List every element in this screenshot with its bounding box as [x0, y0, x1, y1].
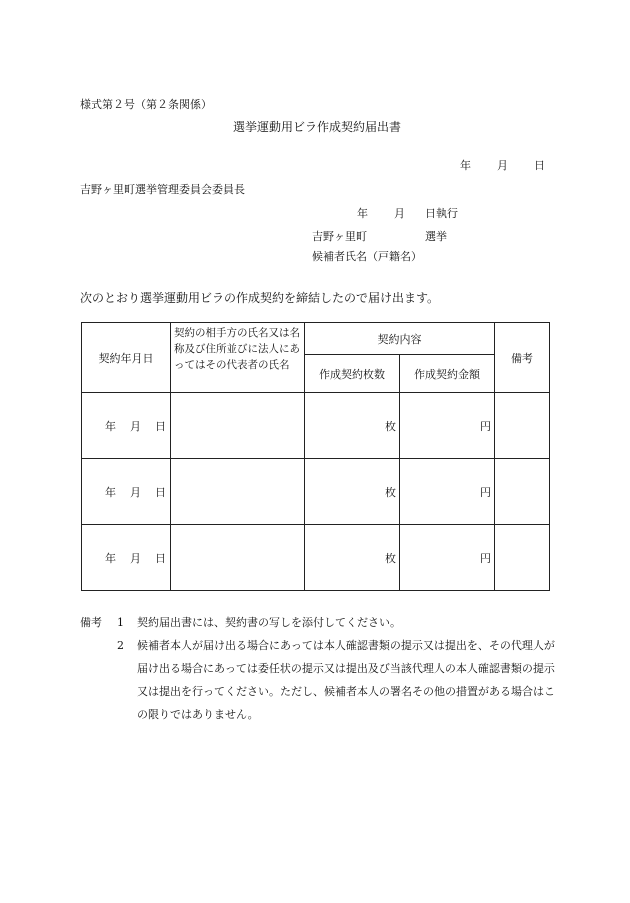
form-number: 様式第２号（第２条関係） — [80, 98, 212, 111]
declaration-text: 次のとおり選挙運動用ビラの作成契約を締結したので届け出ます。 — [80, 291, 440, 305]
row-count[interactable]: 枚 — [305, 393, 400, 459]
note-number: 1 — [117, 616, 124, 629]
row-count[interactable]: 枚 — [305, 459, 400, 525]
note-text: 契約届出書には、契約書の写しを添付してください。 — [137, 616, 401, 629]
row-year: 年 — [105, 551, 116, 565]
row-month: 月 — [130, 419, 141, 433]
candidate-name-label: 候補者氏名（戸籍名） — [312, 250, 422, 263]
row-date[interactable] — [82, 459, 171, 525]
row-amount[interactable]: 円 — [400, 459, 495, 525]
row-month: 月 — [130, 551, 141, 565]
header-contract-party: 契約の相手方の氏名又は名称及び住所並びに法人にあってはその代表者の氏名 — [171, 323, 305, 393]
row-party[interactable] — [171, 525, 305, 591]
row-date[interactable] — [82, 393, 171, 459]
row-remarks[interactable] — [495, 459, 550, 525]
contract-table — [81, 322, 550, 591]
row-day: 日 — [155, 419, 166, 433]
table-row — [82, 459, 550, 525]
header-remarks: 備考 — [495, 323, 550, 393]
table-row — [82, 393, 550, 459]
execution-month: 月 — [394, 207, 405, 220]
execution-day: 日執行 — [425, 207, 458, 220]
election-town: 吉野ヶ里町 — [312, 230, 367, 243]
note-number: 2 — [117, 639, 124, 652]
row-amount[interactable]: 円 — [400, 525, 495, 591]
row-month: 月 — [130, 485, 141, 499]
row-party[interactable] — [171, 459, 305, 525]
notes-section — [80, 611, 560, 726]
submission-day: 日 — [534, 159, 545, 172]
row-remarks[interactable] — [495, 525, 550, 591]
submission-year: 年 — [460, 159, 471, 172]
header-contract-amount: 作成契約金額 — [400, 355, 495, 393]
row-count[interactable]: 枚 — [305, 525, 400, 591]
note-text: 候補者本人が届け出る場合にあっては本人確認書類の提示又は提出を、その代理人が届け出る場合にあっては委任状の提示又は提出及び当該代理人の本人確認書類の提示又は提出を行ってください。ただし、候補者本人の署名その他の措置がある場合はこの限りではありません。 — [137, 639, 555, 721]
row-amount[interactable]: 円 — [400, 393, 495, 459]
election-label: 選挙 — [425, 230, 447, 243]
execution-date — [357, 205, 458, 221]
header-contract-content: 契約内容 — [305, 323, 495, 355]
submission-month: 月 — [497, 159, 508, 172]
execution-year: 年 — [357, 207, 368, 220]
submission-date — [460, 157, 545, 173]
row-day: 日 — [155, 485, 166, 499]
row-remarks[interactable] — [495, 393, 550, 459]
note-item — [80, 634, 560, 726]
row-year: 年 — [105, 419, 116, 433]
note-item — [80, 611, 560, 634]
notes-label: 備考 — [80, 616, 102, 629]
header-contract-date: 契約年月日 — [82, 323, 171, 393]
header-contract-count: 作成契約枚数 — [305, 355, 400, 393]
document-title: 選挙運動用ビラ作成契約届出書 — [233, 120, 402, 134]
row-year: 年 — [105, 485, 116, 499]
row-party[interactable] — [171, 393, 305, 459]
table-row — [82, 525, 550, 591]
election-line — [312, 228, 447, 244]
row-date[interactable] — [82, 525, 171, 591]
addressee: 吉野ヶ里町選挙管理委員会委員長 — [80, 183, 245, 196]
row-day: 日 — [155, 551, 166, 565]
